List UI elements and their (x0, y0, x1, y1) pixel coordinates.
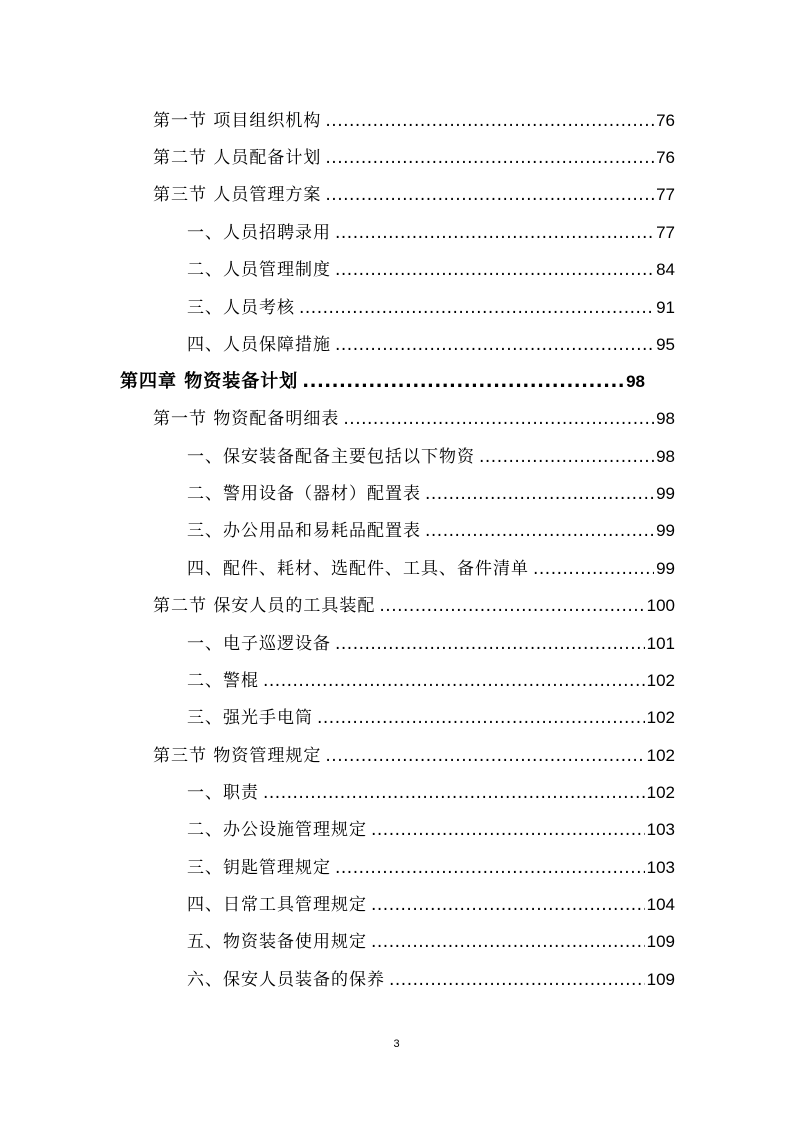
toc-entry[interactable] (187, 811, 675, 841)
toc-entry-page: 98 (656, 447, 675, 466)
toc-entry-title: 二、办公设施管理规定 (187, 820, 367, 840)
toc-entry-page: 104 (646, 895, 675, 914)
toc-entry-page: 103 (646, 858, 675, 877)
toc-entry-title: 二、警棍 (187, 671, 259, 691)
toc-entry[interactable] (153, 139, 675, 169)
dot-leader (302, 371, 624, 393)
toc-entry[interactable] (153, 587, 675, 617)
toc-entry-page: 98 (656, 409, 675, 428)
toc-entry-title: 四、配件、耗材、选配件、工具、备件清单 (187, 559, 529, 579)
toc-entry[interactable] (187, 886, 675, 916)
toc-entry-page: 102 (646, 783, 675, 802)
toc-chapter-entry[interactable] (120, 363, 645, 393)
dot-leader (479, 446, 654, 468)
toc-entry-page: 99 (656, 521, 675, 540)
toc-entry-title: 一、人员招聘录用 (187, 223, 331, 243)
toc-entry[interactable] (187, 625, 675, 655)
dot-leader (389, 969, 645, 991)
toc-entry-title: 一、电子巡逻设备 (187, 634, 331, 654)
toc-entry-title: 第一节 项目组织机构 (153, 111, 322, 131)
toc-entry-title: 二、警用设备（器材）配置表 (187, 484, 421, 504)
toc-entry[interactable] (187, 326, 675, 356)
dot-leader (325, 184, 654, 206)
toc-entry[interactable] (187, 475, 675, 505)
dot-leader (335, 857, 645, 879)
toc-entry-page: 95 (656, 335, 675, 354)
toc-entry-title: 三、强光手电筒 (187, 708, 313, 728)
toc-entry-title: 六、保安人员装备的保养 (187, 970, 385, 990)
toc-entry[interactable] (187, 289, 675, 319)
toc-entry-page: 76 (656, 111, 675, 130)
toc-entry-title: 三、钥匙管理规定 (187, 858, 331, 878)
dot-leader (335, 259, 654, 281)
toc-entry-page: 77 (656, 185, 675, 204)
toc-entry-page: 100 (646, 596, 675, 615)
toc-entry-page: 102 (646, 708, 675, 727)
toc-entry[interactable] (187, 662, 675, 692)
toc-entry-title: 二、人员管理制度 (187, 260, 331, 280)
toc-entry-title: 第一节 物资配备明细表 (153, 409, 340, 429)
toc-entry-page: 99 (656, 484, 675, 503)
toc-entry[interactable] (187, 550, 675, 580)
toc-entry-page: 84 (656, 260, 675, 279)
toc-entry[interactable] (187, 251, 675, 281)
toc-entry-page: 91 (656, 298, 675, 317)
toc-entry-page: 99 (656, 559, 675, 578)
toc-entry-title: 五、物资装备使用规定 (187, 932, 367, 952)
toc-entry-page: 102 (646, 746, 675, 765)
toc-entry-page: 76 (656, 148, 675, 167)
toc-entry-title: 四、人员保障措施 (187, 335, 331, 355)
dot-leader (325, 745, 644, 767)
dot-leader (379, 595, 644, 617)
dot-leader (263, 670, 645, 692)
dot-leader (335, 222, 654, 244)
toc-entry[interactable] (187, 961, 675, 991)
toc-entry-title: 第四章 物资装备计划 (120, 371, 299, 392)
toc-entry[interactable] (153, 737, 675, 767)
dot-leader (317, 707, 645, 729)
toc-entry-title: 第三节 人员管理方案 (153, 185, 322, 205)
toc-entry[interactable] (187, 214, 675, 244)
toc-entry-page: 109 (646, 970, 675, 989)
toc-entry[interactable] (187, 923, 675, 953)
toc-entry[interactable] (187, 699, 675, 729)
toc-entry[interactable] (153, 102, 675, 132)
toc-entry[interactable] (153, 400, 675, 430)
toc-entry-title: 一、保安装备配备主要包括以下物资 (187, 447, 475, 467)
toc-entry-page: 98 (626, 372, 645, 391)
dot-leader (325, 110, 654, 132)
toc-entry[interactable] (187, 849, 675, 879)
dot-leader (371, 894, 645, 916)
dot-leader (533, 558, 654, 580)
dot-leader (371, 931, 645, 953)
toc-entry-title: 四、日常工具管理规定 (187, 895, 367, 915)
toc-entry[interactable] (187, 774, 675, 804)
dot-leader (335, 334, 654, 356)
dot-leader (371, 819, 645, 841)
toc-entry-page: 101 (646, 634, 675, 653)
toc-entry-page: 103 (646, 820, 675, 839)
dot-leader (425, 483, 654, 505)
dot-leader (335, 633, 645, 655)
dot-leader (343, 408, 654, 430)
dot-leader (325, 147, 654, 169)
toc-entry-page: 77 (656, 223, 675, 242)
toc-entry-title: 第二节 人员配备计划 (153, 148, 322, 168)
toc-entry-title: 三、人员考核 (187, 298, 295, 318)
toc-entry-page: 109 (646, 932, 675, 951)
page-number: 3 (393, 1038, 400, 1050)
toc-entry-page: 102 (646, 671, 675, 690)
toc-entry-title: 一、职责 (187, 783, 259, 803)
dot-leader (299, 297, 654, 319)
toc-entry-title: 第二节 保安人员的工具装配 (153, 596, 376, 616)
toc-entry[interactable] (153, 176, 675, 206)
toc-entry-title: 三、办公用品和易耗品配置表 (187, 521, 421, 541)
dot-leader (425, 520, 654, 542)
toc-entry-title: 第三节 物资管理规定 (153, 746, 322, 766)
toc-entry[interactable] (187, 438, 675, 468)
toc-entry[interactable] (187, 512, 675, 542)
dot-leader (263, 782, 645, 804)
